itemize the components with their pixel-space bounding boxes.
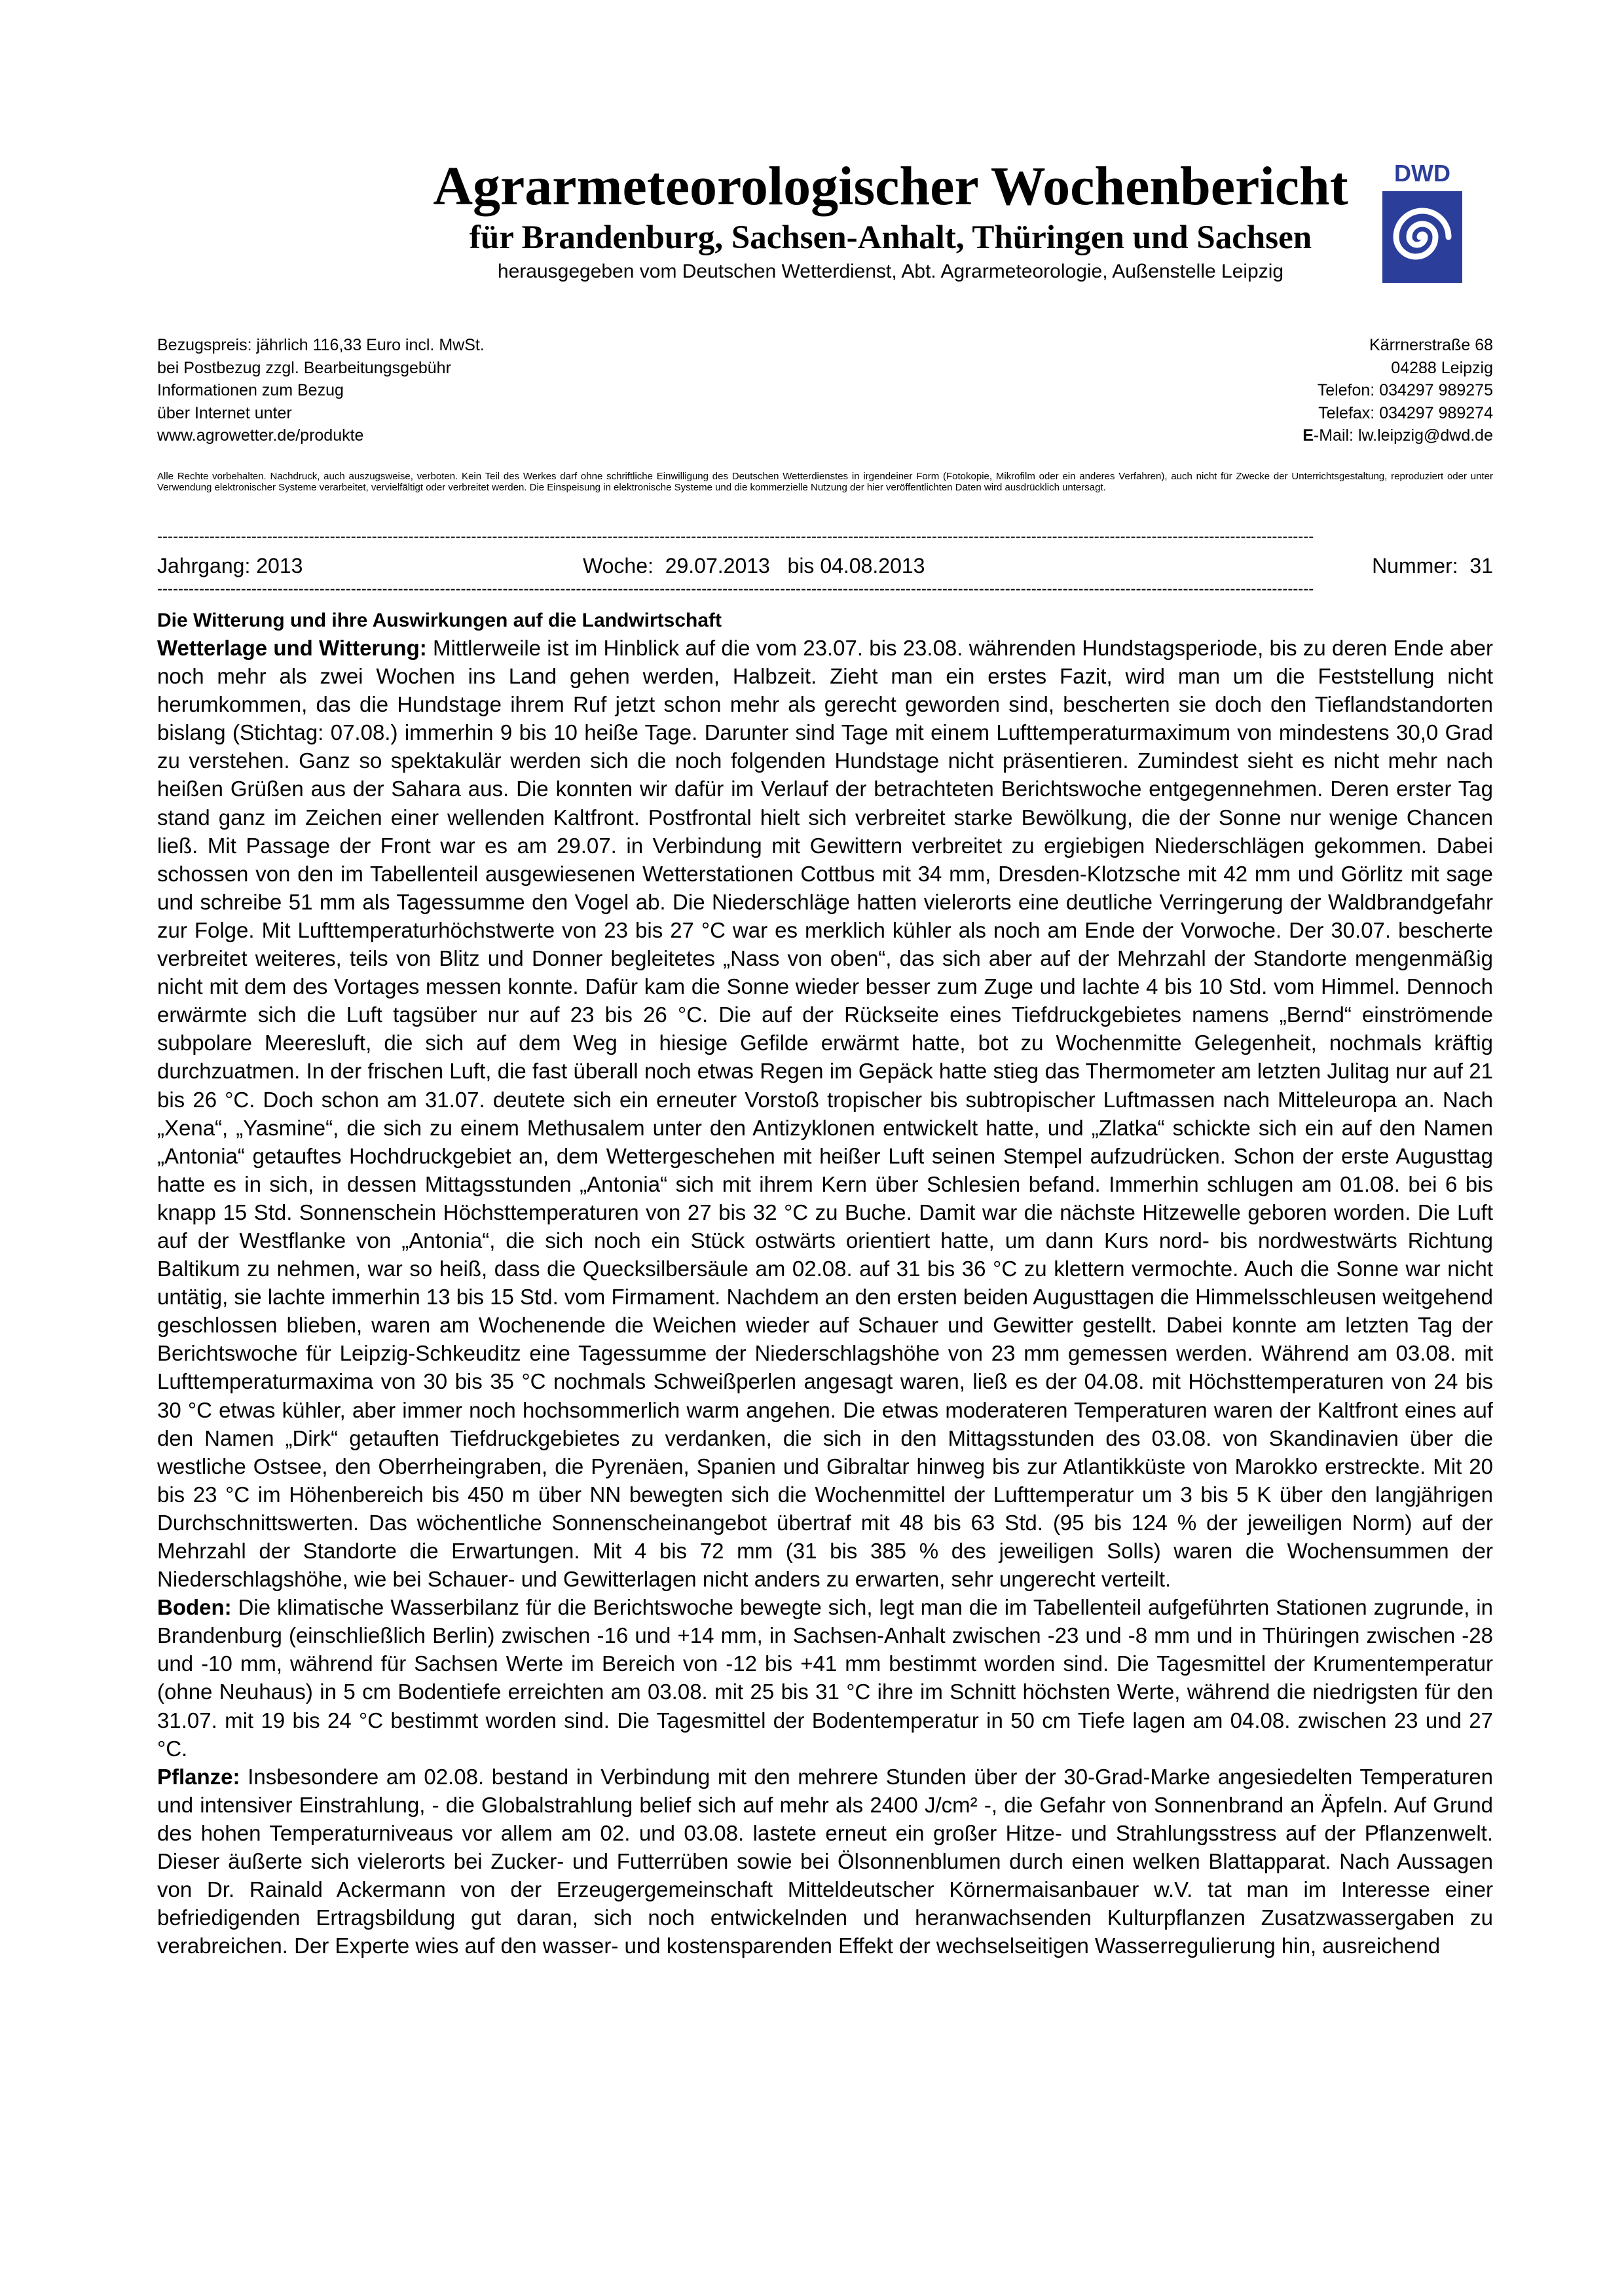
postage-line: bei Postbezug zzgl. Bearbeitungsgebühr [157,358,451,377]
report-title: Agrarmeteorologischer Wochenbericht [433,156,1348,217]
issue-year: Jahrgang: 2013 [157,554,303,578]
paragraph-label-boden: Boden: [157,1595,232,1620]
paragraph-text-wetterlage: Mittlerweile ist im Hinblick auf die vom 23.07. bis 23.08. währenden Hundstagsperiode, bis zu deren Ende aber noch mehr als zwei Wochen ins Land gehen werden, Halbzeit. Zieht man ein erstes Fazit, wird man um die Feststellung nicht herumkommen, das die Hundstage ihrem Ruf jetzt schon mehr als gerecht geworden sind, bescherten sie doch den Tieflandstandorten bislang (Stichtag: 07.08.) immerhin 9 bis 10 heiße Tage. Darunter sind Tage mit einem Lufttemperaturmaximum von mindestens 30,0 Grad zu verstehen. Ganz so spektakulär werden sich die noch folgenden Hundstage nicht präsentieren. Zumindest sieht es nicht mehr nach heißen Grüßen aus der Sahara aus. Die konnten wir dafür im Verlauf der betrachteten Berichtswoche entgegennehmen. Deren erster Tag stand ganz im Zeichen einer wellenden Kaltfront. Postfrontal hielt sich verbreitet starke Bewölkung, die der Sonne nur wenige Chancen ließ. Mit Passage der Front war es am 29.07. in Verbindung mit Gewittern verbreitet zu ergiebigen Niederschlägen gekommen. Dabei schossen von den im Tabellenteil ausgewiesenen Wetterstationen Cottbus mit 34 mm, Dresden-Klotzsche mit 42 mm und Görlitz mit sage und schreibe 51 mm als Tagessumme den Vogel ab. Die Niederschläge hatten vielerorts eine deutliche Verringerung der Waldbrandgefahr zur Folge. Mit Lufttemperaturhöchstwerte von 23 bis 27 °C war es merklich kühler als noch am Ende der Vorwoche. Der 30.07. bescherte verbreitet weiteres, teils von Blitz und Donner begleitetes „Nass von oben“, das sich aber auf der Mehrzahl der Standorte mengenmäßig nicht mit dem des Vortages messen konnte. Dafür kam die Sonne wieder besser zum Zuge und lachte 4 bis 10 Std. vom Himmel. Dennoch erwärmte sich die Luft tagsüber nur auf 23 bis 26 °C. Die auf der Rückseite eines Tiefdruckgebietes namens „Bernd“ einströmende subpolare Meeresluft, die sich auf dem Weg in hiesige Gefilde erwärmt hatte, bot zu Wochenmitte Gelegenheit, nochmals kräftig durchzuatmen. In der frischen Luft, die fast überall noch etwas Regen im Gepäck hatte stieg das Thermometer am letzten Julitag nur auf 21 bis 26 °C. Doch schon am 31.07. deutete sich ein erneuter Vorstoß tropischer bis subtropischer Luftmassen nach Mitteleuropa an. Nach „Xena“, „Yasmine“, die sich zu einem Methusalem unter den Antizyklonen entwickelt hatte, und „Zlatka“ schickte sich ein auf den Namen „Antonia“ getauftes Hochdruckgebiet an, dem Wettergeschehen mit heißer Luft seinen Stempel aufzudrücken. Schon der erste Augusttag hatte es in sich, in dessen Mittagsstunden „Antonia“ sich mit ihrem Kern über Schlesien befand. Immerhin schlugen am 01.08. bei 6 bis knapp 15 Std. Sonnenschein Höchsttemperaturen von 27 bis 32 °C zu Buche. Damit war die nächste Hitzewelle geboren worden. Die Luft auf der Westflanke von „Antonia“, die sich noch ein Stück ostwärts orientiert hatte, um dann Kurs nord- bis nordwestwärts Richtung Baltikum zu nehmen, war so heiß, dass die Quecksilbersäule am 02.08. auf 31 bis 36 °C zu klettern vermochte. Auch die Sonne war nicht untätig, sie lachte immerhin 13 bis 15 Std. vom Firmament. Nachdem an den ersten beiden Augusttagen die Himmelsschleusen weitgehend geschlossen blieben, waren am Wochenende die Weichen wieder auf Schauer und Gewitter gestellt. Dabei konnte am letzten Tag der Berichtswoche für Leipzig-Schkeuditz eine Tagessumme der Niederschlagshöhe von 23 mm gemessen werden. Während am 03.08. mit Lufttemperaturmaxima von 30 bis 35 °C nochmals Schweißperlen angesagt waren, ließ es der 04.08. mit Höchsttemperaturen von 24 bis 30 °C etwas kühler, aber immer noch hochsommerlich warm angehen. Die etwas moderateren Temperaturen waren der Kaltfront eines auf den Namen „Dirk“ getauften Tiefdruckgebietes zu verdanken, die sich in den Mittagsstunden des 03.08. von Skandinavien über die westliche Ostsee, den Oberrheingraben, die Pyrenäen, Spanien und Gibraltar hinweg bis zur Atlantikküste von Marokko erstreckte. Mit 20 bis 23 °C im Höhenbereich bis 450 m über NN bewegten sich die Wochenmittel der Lufttemperatur um 3 bis 5 K über den langjährigen Durchschnittswerten. Das wöchentliche Sonnenscheinangebot übertraf mit 48 bis 63 Std. (95 bis 124 % der jeweiligen Norm) auf der Mehrzahl der Standorte die Erwartungen. Mit 4 bis 72 mm (31 bis 385 % des jeweiligen Solls) waren die Wochensummen der Niederschlagshöhe, wie bei Schauer- und Gewitterlagen nicht anders zu erwarten, sehr ungerecht verteilt. [157,636,1493,1592]
issue-number: Nummer: 31 [1372,554,1493,578]
publisher-line: herausgegeben vom Deutschen Wetterdienst, Abt. Agrarmeteorologie, Außenstelle Leipzig [497,261,1284,282]
email-label: E [1302,426,1314,445]
section-heading: Die Witterung und ihre Auswirkungen auf die Landwirtschaft [157,610,722,631]
paragraph-wetterlage [157,634,1493,1593]
internet-line: über Internet unter [157,403,292,422]
website-link[interactable]: www.agrowetter.de/produkte [157,426,364,445]
paragraph-text-pflanze: Insbesondere am 02.08. bestand in Verbindung mit den mehrere Stunden über der 30-Grad-Marke angesiedelten Temperaturen und intensiver Einstrahlung, - die Globalstrahlung belief sich auf mehr als 2400 J/cm² -, die Gefahr von Sonnenbrand an Äpfeln. Auf Grund des hohen Temperaturniveaus vor allem am 02. und 03.08. lastete erneut ein großer Hitze- und Strahlungsstress auf der Pflanzenwelt. Dieser äußerte sich vielerorts bei Zucker- und Futterrüben sowie bei Ölsonnenblumen durch einen welken Blattapparat. Nach Aussagen von Dr. Rainald Ackermann von der Erzeugergemeinschaft Mitteldeutscher Körnermaisanbauer w.V. tat man im Interesse einer befriedigenden Ertragsbildung gut daran, sich noch entwickelnden und heranwachsenden Kulturpflanzen Zusatzwassergaben zu verabreichen. Der Experte wies auf den wasser- und kostensparenden Effekt der wechselseitigen Wasserregulierung hin, ausreichend [157,1764,1493,1958]
paragraph-boden [157,1593,1493,1763]
info-line: Informationen zum Bezug [157,381,344,399]
rights-notice: Alle Rechte vorbehalten. Nachdruck, auch auszugsweise, verboten. Kein Teil des Werkes darf ohne schriftliche Einwilligung des Deutschen Wetterdienstes in irgendeiner Form (Fotokopie, Mikrofilm oder ein anderes Verfahren), auch nicht für Zwecke der Unterrichtsgestaltung, reproduziert oder unter Verwendung elektronischer Systeme verarbeitet, vervielfältigt oder verbreitet werden. Die Einspeisung in elektronische Systeme und die kommerzielle Nutzung der hier veröffentlichten Daten wird ausdrücklich untersagt. [157,471,1493,493]
phone: Telefon: 034297 989275 [1317,381,1493,399]
price-line: Bezugspreis: jährlich 116,33 Euro incl. MwSt. [157,336,485,354]
report-body [157,634,1493,2127]
report-subtitle: für Brandenburg, Sachsen-Anhalt, Thüringen und Sachsen [469,219,1312,256]
dwd-logo-text: DWD [1394,160,1450,187]
separator-bottom: ----------------------------------------------------------------------------------------------------------------------------------------------------------------------------------------------------------------------------- [157,580,1314,598]
street: Kärrnerstraße 68 [1369,336,1493,354]
fax: Telefax: 034297 989274 [1318,403,1493,422]
paragraph-text-boden: Die klimatische Wasserbilanz für die Berichtswoche bewegte sich, legt man die im Tabellenteil aufgeführten Stationen zugrunde, in Brandenburg (einschließlich Berlin) zwischen -16 und +14 mm, in Sachsen-Anhalt zwischen -23 und -8 mm und in Thüringen zwischen -28 und -10 mm, während für Sachsen Werte im Bereich von -12 bis +41 mm bestimmt worden sind. Die Tagesmittel der Krumentemperatur (ohne Neuhaus) in 5 cm Bodentiefe erreichten am 03.08. mit 25 bis 31 °C ihre im Schnitt höchsten Werte, während die niedrigsten für den 31.07. mit 19 bis 24 °C bestimmt worden sind. Die Tagesmittel der Bodentemperatur in 50 cm Tiefe lagen am 04.08. zwischen 23 und 27 °C. [157,1595,1493,1761]
issue-info-row [157,553,1493,579]
subscription-info [157,334,747,447]
contact-address [982,334,1493,447]
email[interactable] [982,424,1493,447]
city: 04288 Leipzig [1391,358,1493,377]
issue-week: Woche: 29.07.2013 bis 04.08.2013 [583,554,925,578]
dwd-spiral-icon [1382,191,1462,283]
paragraph-label-pflanze: Pflanze: [157,1764,240,1789]
paragraph-pflanze [157,1763,1493,1960]
dwd-logo [1382,160,1462,285]
email-value: -Mail: lw.leipzig@dwd.de [1313,426,1493,445]
paragraph-label-wetterlage: Wetterlage und Witterung: [157,636,427,660]
separator-top: ----------------------------------------------------------------------------------------------------------------------------------------------------------------------------------------------------------------------------- [157,528,1314,545]
